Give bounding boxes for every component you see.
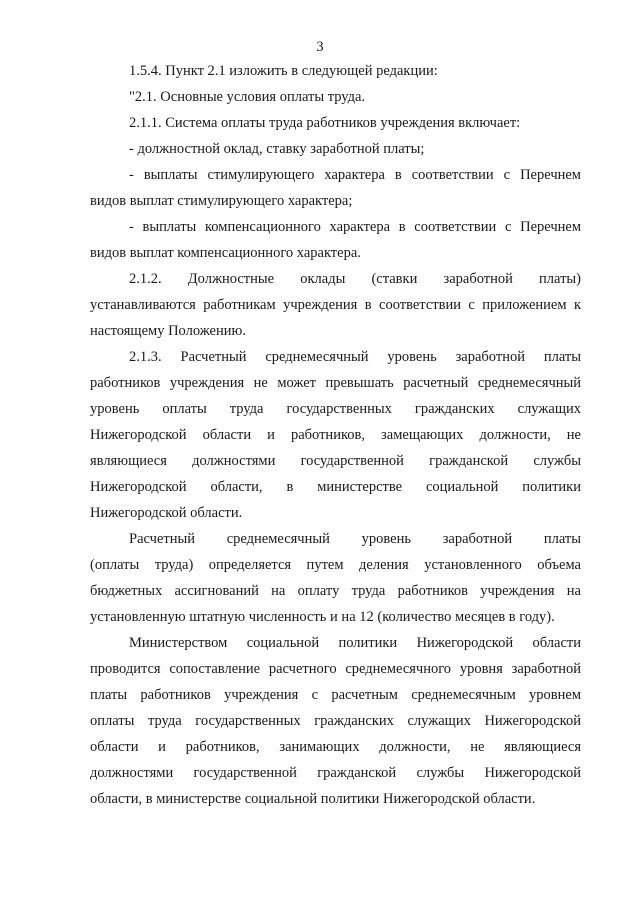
text-line: "2.1. Основные условия оплаты труда. (129, 89, 366, 105)
paragraph-calculation (90, 526, 581, 630)
text-line: - выплаты стимулирующего характера в соответствии с Перечнем (129, 167, 581, 183)
list-item-compensation-payments (90, 214, 581, 266)
text-line: платы работников учреждения с расчетным среднемесячным уровнем (90, 687, 581, 703)
paragraph-2-1-3 (90, 344, 581, 526)
text-line: 2.1.3. Расчетный среднемесячный уровень заработной платы (129, 349, 581, 365)
text-line: - выплаты компенсационного характера в соответствии с Перечнем (129, 219, 581, 235)
text-line: 1.5.4. Пункт 2.1 изложить в следующей редакции: (129, 63, 438, 79)
paragraph-2-1-heading (90, 84, 581, 110)
text-line: видов выплат стимулирующего характера; (90, 193, 353, 209)
list-item-incentive-payments (90, 162, 581, 214)
text-line: Нижегородской области и работников, замещающих должности, не (90, 427, 581, 443)
text-line: 2.1.2. Должностные оклады (ставки заработной платы) (129, 271, 581, 287)
text-line: должностями государственной гражданской службы Нижегородской (90, 765, 581, 781)
text-line: Расчетный среднемесячный уровень заработной платы (129, 531, 581, 547)
text-line: - должностной оклад, ставку заработной платы; (129, 141, 425, 157)
text-line: проводится сопоставление расчетного среднемесячного уровня заработной (90, 661, 581, 677)
text-line: настоящему Положению. (90, 323, 246, 339)
paragraph-2-1-1 (90, 110, 581, 136)
text-line: уровень оплаты труда государственных гражданских служащих (90, 401, 581, 417)
paragraph-ministry-comparison (90, 630, 581, 812)
list-item-salary (90, 136, 581, 162)
page-number: 3 (316, 39, 324, 55)
paragraph-1-5-4 (90, 58, 581, 84)
document-body (90, 58, 581, 812)
text-line: являющиеся должностями государственной гражданской службы (90, 453, 581, 469)
text-line: области и работников, занимающих должности, не являющиеся (90, 739, 581, 755)
text-line: устанавливаются работникам учреждения в соответствии с приложением к (90, 297, 581, 313)
text-line: работников учреждения не может превышать расчетный среднемесячный (90, 375, 581, 391)
text-line: Нижегородской области, в министерстве социальной политики (90, 479, 581, 495)
text-line: видов выплат компенсационного характера. (90, 245, 361, 261)
text-line: Министерством социальной политики Нижегородской области (129, 635, 581, 651)
paragraph-2-1-2 (90, 266, 581, 344)
text-line: оплаты труда государственных гражданских служащих Нижегородской (90, 713, 581, 729)
text-line: Нижегородской области. (90, 505, 243, 521)
text-line: (оплаты труда) определяется путем деления установленного объема (90, 557, 581, 573)
text-line: области, в министерстве социальной политики Нижегородской области. (90, 791, 536, 807)
text-line: 2.1.1. Система оплаты труда работников учреждения включает: (129, 115, 521, 131)
text-line: бюджетных ассигнований на оплату труда работников учреждения на (90, 583, 581, 599)
text-line: установленную штатную численность и на 12 (количество месяцев в году). (90, 609, 555, 625)
